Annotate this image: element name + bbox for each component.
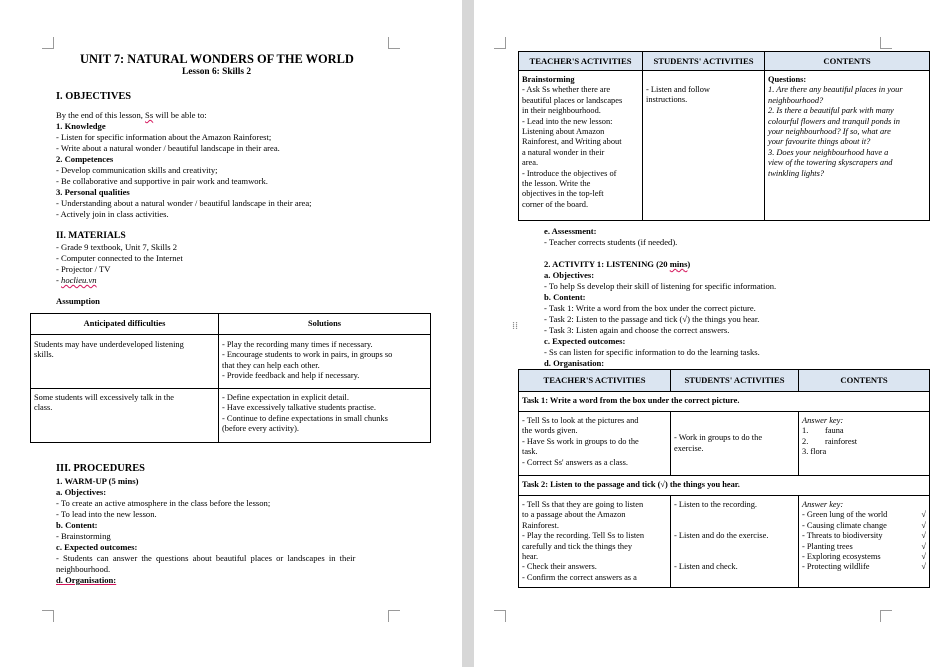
cell-line: - Have excessively talkative students practise. xyxy=(222,403,376,413)
cell-line: 2. Is there a beautiful park with many xyxy=(768,106,894,116)
cell-spacer xyxy=(674,552,795,562)
c-outcomes-heading: c. Expected outcomes: xyxy=(544,336,626,346)
cell-line: 2. rainforest xyxy=(802,436,858,446)
key-row xyxy=(802,542,926,552)
col-teacher: TEACHER'S ACTIVITIES xyxy=(519,52,643,71)
a-objectives-text: - To help Ss develop their skill of listening for specific information. xyxy=(544,281,777,291)
tick-mark: √ xyxy=(921,520,926,530)
cell-line: 3. Does your neighbourhood have a xyxy=(768,147,889,157)
key-row xyxy=(802,510,926,520)
left-page xyxy=(0,0,462,667)
cell-line: Some students will excessively talk in the xyxy=(34,393,175,402)
task1-title: Task 1: Write a word from the box under the correct picture. xyxy=(519,392,930,412)
col-contents: CONTENTS xyxy=(799,370,930,392)
lesson-subtitle: Lesson 6: Skills 2 xyxy=(182,67,252,77)
a-objectives-heading: a. Objectives: xyxy=(544,270,595,280)
students-cell xyxy=(643,71,765,221)
tick-mark: √ xyxy=(921,531,926,541)
warmup-outcomes-heading: c. Expected outcomes: xyxy=(56,542,138,552)
cell-line: 1. fauna xyxy=(802,426,844,436)
brainstorm-table xyxy=(518,51,930,221)
cell-line: - Threats to biodiversity xyxy=(802,531,883,541)
cell-line: exercise. xyxy=(674,443,704,453)
col-students: STUDENTS' ACTIVITIES xyxy=(671,370,799,392)
tick-mark: √ xyxy=(921,541,926,551)
competences-item: - Be collaborative and supportive in pair work and teamwork. xyxy=(56,176,268,186)
cell-spacer xyxy=(674,510,795,520)
knowledge-heading: 1. Knowledge xyxy=(56,121,106,131)
cell-line: - Play the recording many times if necessary. xyxy=(222,340,373,349)
cell-line: area. xyxy=(522,158,539,168)
d-organisation-heading: d. Organisation: xyxy=(544,358,605,368)
warmup-content: - Brainstorming xyxy=(56,531,111,541)
materials-link-item xyxy=(56,275,97,286)
right-page xyxy=(474,0,946,667)
listening-table xyxy=(518,369,930,588)
cell-line: that they can help each other. xyxy=(222,360,320,370)
cell-line: Listening about Amazon xyxy=(522,127,605,137)
intro-text: By the end of this lesson, xyxy=(56,110,146,120)
teacher-cell xyxy=(519,496,671,588)
warmup-outcome: neighbourhood. xyxy=(56,564,111,574)
tick-mark: √ xyxy=(921,552,926,562)
qualities-item: - Understanding about a natural wonder / beautiful landscape in their area; xyxy=(56,198,312,208)
materials-heading: II. MATERIALS xyxy=(56,230,126,241)
answer-key-title: Answer key: xyxy=(802,416,844,425)
page-gutter xyxy=(462,0,474,667)
cell-line: - Tell Ss that they are going to listen xyxy=(522,500,644,509)
table-move-handle-icon[interactable]: ⁞⁞ xyxy=(512,320,519,332)
unit-title: UNIT 7: NATURAL WONDERS OF THE WORLD xyxy=(80,52,354,66)
students-cell xyxy=(671,412,799,476)
knowledge-item: - Listen for specific information about the Amazon Rainforest; xyxy=(56,132,272,142)
cell-line: - Listen and check. xyxy=(674,562,738,572)
key-row xyxy=(802,562,926,572)
assessment-heading: e. Assessment: xyxy=(544,226,597,236)
qualities-heading: 3. Personal qualities xyxy=(56,187,130,197)
materials-item: - Grade 9 textbook, Unit 7, Skills 2 xyxy=(56,242,178,252)
table-row xyxy=(519,71,930,221)
cell-line: - Encourage students to work in pairs, in groups so xyxy=(222,350,393,360)
warmup-objective: - To lead into the new lesson. xyxy=(56,509,157,519)
competences-heading: 2. Competences xyxy=(56,154,114,164)
crop-mark xyxy=(388,37,400,49)
cell-line: twinkling lights? xyxy=(768,168,825,178)
table-row xyxy=(31,335,431,389)
cell-line: hear. xyxy=(522,552,539,562)
teacher-cell xyxy=(519,412,671,476)
hoclieu-link[interactable]: hoclieu.vn xyxy=(61,275,97,285)
cell-line: Rainforest, and Writing about xyxy=(522,137,622,147)
crop-mark xyxy=(42,37,54,49)
cell-line: beautiful places or landscapes xyxy=(522,95,623,105)
cell-line: - Introduce the objectives of xyxy=(522,168,617,178)
crop-mark xyxy=(880,37,892,49)
cell-line: instructions. xyxy=(646,95,688,105)
crop-mark xyxy=(494,37,506,49)
cell-line: corner of the board. xyxy=(522,199,589,209)
table-row xyxy=(519,496,930,588)
col-difficulties: Anticipated difficulties xyxy=(31,314,219,335)
task2-row xyxy=(519,476,930,496)
col-contents: CONTENTS xyxy=(765,52,930,71)
cell-line: - Listen to the recording. xyxy=(674,500,758,509)
objectives-intro xyxy=(56,110,207,121)
cell-line: objectives in the top-left xyxy=(522,189,604,199)
warmup-outcome: - Students can answer the questions about beautiful places or landscapes in their xyxy=(56,553,356,563)
table-row xyxy=(31,389,431,443)
cell-line: - Define expectation in explicit detail. xyxy=(222,393,349,402)
warmup-objectives-heading: a. Objectives: xyxy=(56,487,107,497)
contents-cell xyxy=(799,412,930,476)
warmup-organisation-heading: d. Organisation: xyxy=(56,575,117,585)
col-teacher: TEACHER'S ACTIVITIES xyxy=(519,370,671,392)
materials-item: - Computer connected to the Internet xyxy=(56,253,183,263)
tick-mark: √ xyxy=(921,510,926,520)
knowledge-item: - Write about a natural wonder / beautiful landscape in their area. xyxy=(56,143,280,153)
difficulty-cell xyxy=(31,389,219,443)
intro-ss: Ss xyxy=(145,110,154,120)
cell-line: - Causing climate change xyxy=(802,520,887,530)
cell-line: - Provide feedback and help if necessary. xyxy=(222,371,360,381)
cell-line: in their neighbourhood. xyxy=(522,106,601,116)
crop-mark xyxy=(494,610,506,622)
intro-text-end: will be able to: xyxy=(153,110,207,120)
cell-line: neighbourhood? xyxy=(768,95,824,105)
answer-key-title: Answer key: xyxy=(802,500,844,509)
procedures-heading: III. PROCEDURES xyxy=(56,463,145,474)
cell-line: - Listen and follow xyxy=(646,85,710,94)
crop-mark xyxy=(388,610,400,622)
students-cell xyxy=(671,496,799,588)
cell-line: - Correct Ss' answers as a class. xyxy=(522,457,628,467)
difficulty-cell xyxy=(31,335,219,389)
cell-line: carefully and tick the things they xyxy=(522,541,633,551)
cell-line: a natural wonder in their xyxy=(522,147,605,157)
b-content-item: - Task 3: Listen again and choose the correct answers. xyxy=(544,325,730,335)
cell-line: - Planting trees xyxy=(802,541,853,551)
cell-line: your neighbourhood? If so, what are xyxy=(768,127,891,137)
warmup-content-heading: b. Content: xyxy=(56,520,98,530)
table-row xyxy=(519,412,930,476)
cell-line: - Play the recording. Tell Ss to listen xyxy=(522,531,645,541)
cell-line: task. xyxy=(522,447,538,457)
cell-line: - Lead into the new lesson: xyxy=(522,116,613,126)
contents-cell xyxy=(765,71,930,221)
cell-line: skills. xyxy=(34,350,54,360)
crop-mark xyxy=(880,610,892,622)
activity1-text: 2. ACTIVITY 1: LISTENING (20 xyxy=(544,259,670,269)
warmup-heading: 1. WARM-UP (5 mins) xyxy=(56,476,139,486)
contents-cell xyxy=(799,496,930,588)
key-row xyxy=(802,531,926,541)
col-students: STUDENTS' ACTIVITIES xyxy=(643,52,765,71)
cell-line: view of the towering skyscrapers and xyxy=(768,158,893,168)
qualities-item: - Actively join in class activities. xyxy=(56,209,169,219)
cell-line: - Listen and do the exercise. xyxy=(674,531,769,541)
materials-item: - Projector / TV xyxy=(56,264,111,274)
cell-line: Students may have underdeveloped listening xyxy=(34,340,184,349)
cell-line: - Continue to define expectations in small chunks xyxy=(222,413,388,423)
cell-line: 3. flora xyxy=(802,447,827,457)
cell-line: Rainforest. xyxy=(522,520,559,530)
cell-line: colourful flowers and tranquil ponds in xyxy=(768,116,900,126)
cell-line: the lesson. Write the xyxy=(522,179,591,189)
col-solutions: Solutions xyxy=(219,314,431,335)
activity1-paren: ) xyxy=(687,259,691,269)
b-content-heading: b. Content: xyxy=(544,292,586,302)
link-dash: - xyxy=(56,275,62,285)
cell-line: - Ask Ss whether there are xyxy=(522,85,611,95)
cell-title: Questions: xyxy=(768,75,807,84)
cell-line: - Protecting wildlife xyxy=(802,562,870,572)
cell-line: - Exploring ecosystems xyxy=(802,552,881,562)
objectives-heading: I. OBJECTIVES xyxy=(56,91,132,102)
key-row xyxy=(802,552,926,562)
cell-line: - Check their answers. xyxy=(522,562,597,572)
cell-line: - Confirm the correct answers as a xyxy=(522,572,637,582)
activity1-mins: mins xyxy=(669,259,688,269)
activity1-heading xyxy=(544,259,690,270)
task2-title: Task 2: Listen to the passage and tick (√) the things you hear. xyxy=(519,476,930,496)
solution-cell xyxy=(219,389,431,443)
cell-spacer xyxy=(674,521,795,531)
cell-line: your favourite things about it? xyxy=(768,137,871,147)
cell-line: (before every activity). xyxy=(222,424,299,434)
cell-line: class. xyxy=(34,403,53,413)
c-outcomes-text: - Ss can listen for specific information to do the learning tasks. xyxy=(544,347,760,357)
b-content-item: - Task 2: Listen to the passage and tick (√) the things you hear. xyxy=(544,314,760,324)
assumption-table xyxy=(30,313,431,443)
cell-line: - Tell Ss to look at the pictures and xyxy=(522,416,639,425)
cell-title: Brainstorming xyxy=(522,75,575,84)
assumption-heading: Assumption xyxy=(56,296,100,306)
b-content-item: - Task 1: Write a word from the box under the correct picture. xyxy=(544,303,756,313)
cell-line: - Green lung of the world xyxy=(802,510,888,520)
teacher-cell xyxy=(519,71,643,221)
crop-mark xyxy=(42,610,54,622)
cell-spacer xyxy=(674,542,795,552)
cell-line: - Have Ss work in groups to do the xyxy=(522,436,639,446)
cell-line: the words given. xyxy=(522,426,578,436)
key-row xyxy=(802,521,926,531)
cell-line: - Work in groups to do the xyxy=(674,433,763,443)
cell-line: 1. Are there any beautiful places in your xyxy=(768,85,903,95)
warmup-objective: - To create an active atmosphere in the class before the lesson; xyxy=(56,498,271,508)
assessment-text: - Teacher corrects students (if needed). xyxy=(544,237,678,247)
competences-item: - Develop communication skills and creativity; xyxy=(56,165,218,175)
cell-line: to a passage about the Amazon xyxy=(522,510,626,520)
task1-row xyxy=(519,392,930,412)
tick-mark: √ xyxy=(921,562,926,572)
solution-cell xyxy=(219,335,431,389)
